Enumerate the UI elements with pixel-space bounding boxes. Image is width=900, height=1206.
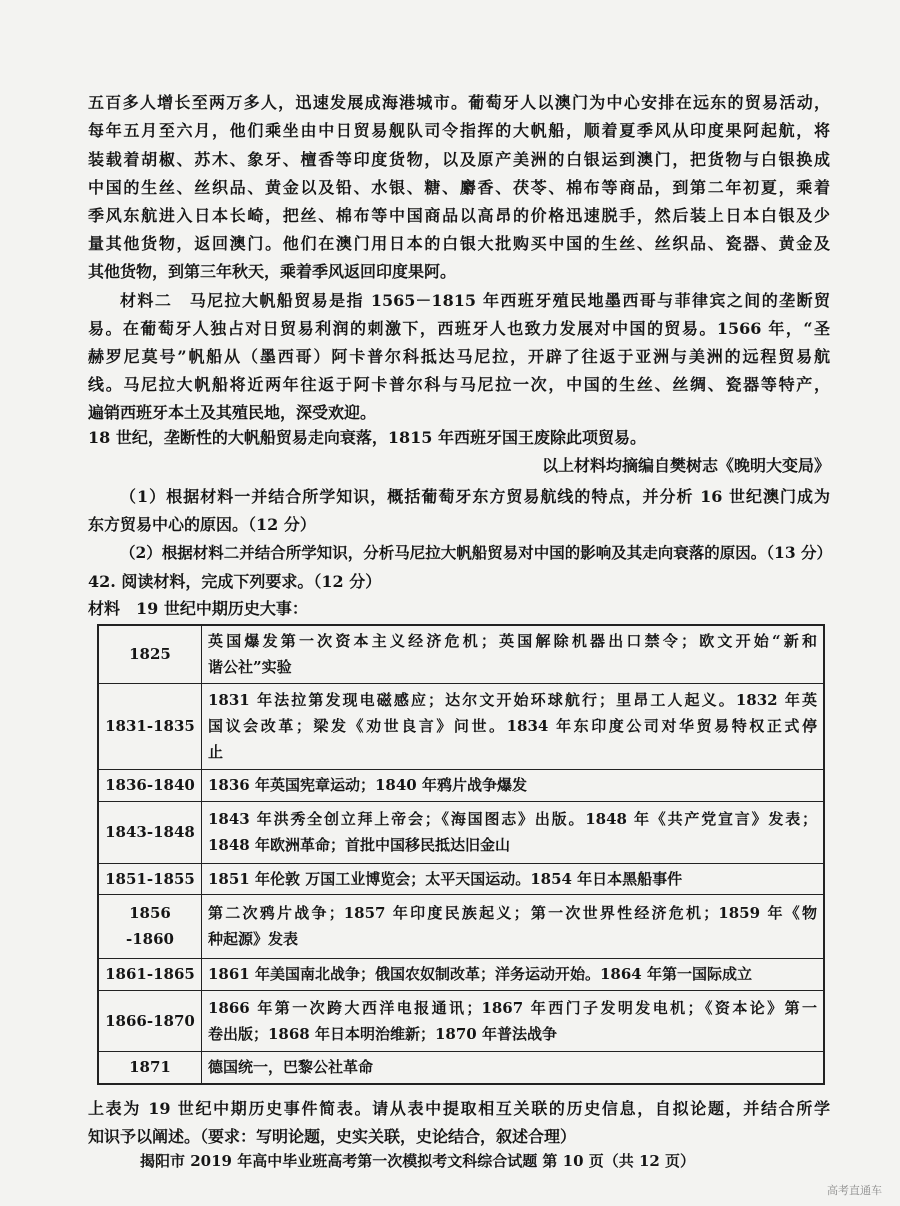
event-description (202, 801, 825, 863)
event-description (202, 990, 825, 1051)
task-text: 上表为 19 世纪中期历史事件简表。请从表中提取相互关联的历史信息，自拟论题，并结合所学 (88, 1099, 830, 1118)
question-1: （1）根据材料一并结合所学知识，概括葡萄牙东方贸易航线的特点，并分析 16 世纪澳门成为 (120, 487, 830, 506)
text-line: 每年五月至六月，他们乘坐由中日贸易舰队司令指挥的大帆船，顺着夏季风从印度果阿起航，将 (88, 121, 830, 140)
event-date: 1871 (98, 1051, 202, 1084)
table-row (98, 863, 824, 894)
question-1-cont: 东方贸易中心的原因。（12 分） (88, 515, 316, 534)
event-line: 种起源》发表 (208, 930, 299, 948)
text-line: 中国的生丝、丝织品、黄金以及铅、水银、糖、麝香、茯苓、棉布等商品，到第二年初夏，乘着 (88, 178, 830, 197)
event-line: 国议会改革；梁发《劝世良言》问世。1834 年东印度公司对华贸易特权正式停 (208, 717, 817, 735)
question-2: （2）根据材料二并结合所学知识，分析马尼拉大帆船贸易对中国的影响及其走向衰落的原因。（13 分） (120, 543, 833, 562)
text-line: 线。马尼拉大帆船将近两年往返于阿卡普尔科与马尼拉一次，中国的生丝、丝绸、瓷器等特产， (88, 375, 830, 394)
history-events-table (97, 624, 825, 1085)
table-row (98, 769, 824, 801)
table-row (98, 801, 824, 863)
event-line: 1831 年法拉第发现电磁感应；达尔文开始环球航行；里昂工人起义。1832 年英 (208, 691, 817, 709)
table-caption: 材料 19 世纪中期历史大事： (88, 599, 308, 618)
event-line: 英国爆发第一次资本主义经济危机；英国解除机器出口禁令；欧文开始“新和 (208, 632, 817, 651)
table-row (98, 894, 824, 958)
table-row (98, 958, 824, 990)
event-description (202, 683, 825, 769)
text-line: 装载着胡椒、苏木、象牙、檀香等印度货物，以及原产美洲的白银运到澳门，把货物与白银换成 (88, 150, 830, 169)
event-line: 1843 年洪秀全创立拜上帝会；《海国图志》出版。1848 年《共产党宣言》发表； (208, 810, 817, 828)
text-line: 遍销西班牙本土及其殖民地，深受欢迎。 (88, 403, 377, 422)
text-line: 易。在葡萄牙人独占对日贸易利润的刺激下，西班牙人也致力发展对中国的贸易。1566 年，“圣 (88, 319, 830, 338)
task-text: 知识予以阐述。（要求：写明论题，史实关联，史论结合，叙述合理） (88, 1127, 577, 1146)
text-line: 材料二 马尼拉大帆船贸易是指 1565－1815 年西班牙殖民地墨西哥与菲律宾之间的垄断贸 (120, 291, 830, 310)
event-line: 1861 年美国南北战争；俄国农奴制改革；洋务运动开始。1864 年第一国际成立 (208, 965, 752, 983)
table-row (98, 1051, 824, 1084)
table-row (98, 990, 824, 1051)
event-description (202, 1051, 825, 1084)
event-date: 1856 -1860 (98, 894, 202, 958)
event-line: 德国统一，巴黎公社革命 (208, 1058, 374, 1077)
event-date: 1866-1870 (98, 990, 202, 1051)
table-row (98, 683, 824, 769)
event-line: 谐公社”实验 (208, 658, 292, 677)
text-line: 赫罗尼莫号”帆船从（墨西哥）阿卡普尔科抵达马尼拉，开辟了往返于亚洲与美洲的远程贸易航 (88, 347, 830, 366)
event-date: 1861-1865 (98, 958, 202, 990)
event-date: 1825 (98, 625, 202, 683)
text-line: 季风东航进入日本长崎，把丝、棉布等中国商品以高昂的价格迅速脱手，然后装上日本白银及少 (88, 206, 830, 225)
event-line: 止 (208, 743, 224, 761)
event-description (202, 863, 825, 894)
event-description (202, 894, 825, 958)
event-date: 1851-1855 (98, 863, 202, 894)
citation: 以上材料均摘编自樊树志《晚明大变局》 (541, 456, 830, 475)
text-line: 量其他货物，返回澳门。他们在澳门用日本的白银大批购买中国的生丝、丝织品、瓷器、黄金及 (88, 234, 830, 253)
event-date: 1836-1840 (98, 769, 202, 801)
watermark: 高考直通车 (827, 1184, 882, 1197)
text-line: 其他货物，到第三年秋天，乘着季风返回印度果阿。 (88, 262, 457, 281)
event-line: 1848 年欧洲革命；首批中国移民抵达旧金山 (208, 836, 510, 854)
event-line: 卷出版；1868 年日本明治维新；1870 年普法战争 (208, 1024, 557, 1043)
event-date: 1843-1848 (98, 801, 202, 863)
text-line: 18 世纪，垄断性的大帆船贸易走向衰落，1815 年西班牙国王废除此项贸易。 (88, 428, 646, 447)
event-line: 第二次鸦片战争；1857 年印度民族起义；第一次世界性经济危机；1859 年《物 (208, 904, 817, 922)
event-description (202, 958, 825, 990)
event-line: 1836 年英国宪章运动；1840 年鸦片战争爆发 (208, 776, 527, 794)
table-row (98, 625, 824, 683)
event-description (202, 769, 825, 801)
text-line: 五百多人增长至两万多人，迅速发展成海港城市。葡萄牙人以澳门为中心安排在远东的贸易活动， (88, 93, 830, 112)
event-date: 1831-1835 (98, 683, 202, 769)
page-footer: 揭阳市 2019 年高中毕业班高考第一次模拟考文科综合试题 第 10 页（共 12 页） (140, 1152, 696, 1170)
event-description (202, 625, 825, 683)
event-line: 1866 年第一次跨大西洋电报通讯；1867 年西门子发明发电机；《资本论》第一 (208, 998, 817, 1017)
question-42-heading: 42. 阅读材料，完成下列要求。（12 分） (88, 572, 382, 591)
event-line: 1851 年伦敦 万国工业博览会；太平天国运动。1854 年日本黑船事件 (208, 869, 683, 888)
